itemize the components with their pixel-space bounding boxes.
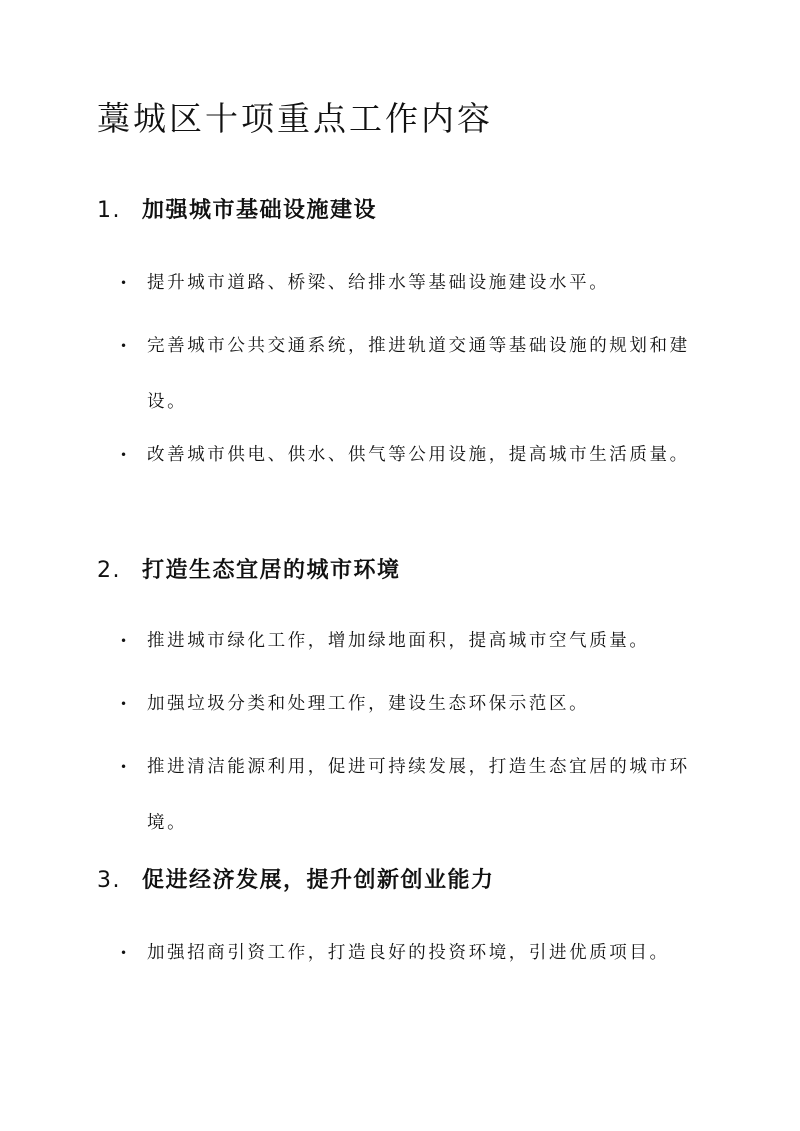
section-heading-text: 打造生态宜居的城市环境 [142,558,401,583]
bullet-icon: • [120,448,130,462]
list-item [120,925,690,981]
section-heading-text: 促进经济发展，提升创新创业能力 [142,868,495,893]
list-item-text: 完善城市公共交通系统，推进轨道交通等基础设施的规划和建设。 [147,336,690,412]
bullet-icon: • [120,760,130,774]
section-heading [97,196,377,226]
list-item [120,739,690,851]
list-item [120,613,690,669]
section-heading [97,866,495,896]
list-item-text: 推进城市绿化工作，增加绿地面积，提高城市空气质量。 [147,631,650,651]
list-item-text: 提升城市道路、桥梁、给排水等基础设施建设水平。 [147,273,610,293]
bullet-icon: • [120,697,130,711]
list-item [120,676,690,732]
list-item [120,427,690,483]
list-item [120,255,690,311]
section-number: 3. [97,868,121,893]
section-heading [97,556,401,586]
bullet-icon: • [120,339,130,353]
bullet-icon: • [120,634,130,648]
section-number: 1. [97,198,121,223]
bullet-icon: • [120,276,130,290]
list-item-text: 改善城市供电、供水、供气等公用设施，提高城市生活质量。 [147,445,690,465]
list-item-text: 加强垃圾分类和处理工作，建设生态环保示范区。 [147,694,590,714]
list-item-text: 加强招商引资工作，打造良好的投资环境，引进优质项目。 [147,943,670,963]
section-heading-text: 加强城市基础设施建设 [142,198,378,223]
list-item [120,318,690,430]
document-title: 藁城区十项重点工作内容 [97,99,493,138]
section-number: 2. [97,558,121,583]
bullet-icon: • [120,946,130,960]
list-item-text: 推进清洁能源利用，促进可持续发展，打造生态宜居的城市环境。 [147,757,690,833]
